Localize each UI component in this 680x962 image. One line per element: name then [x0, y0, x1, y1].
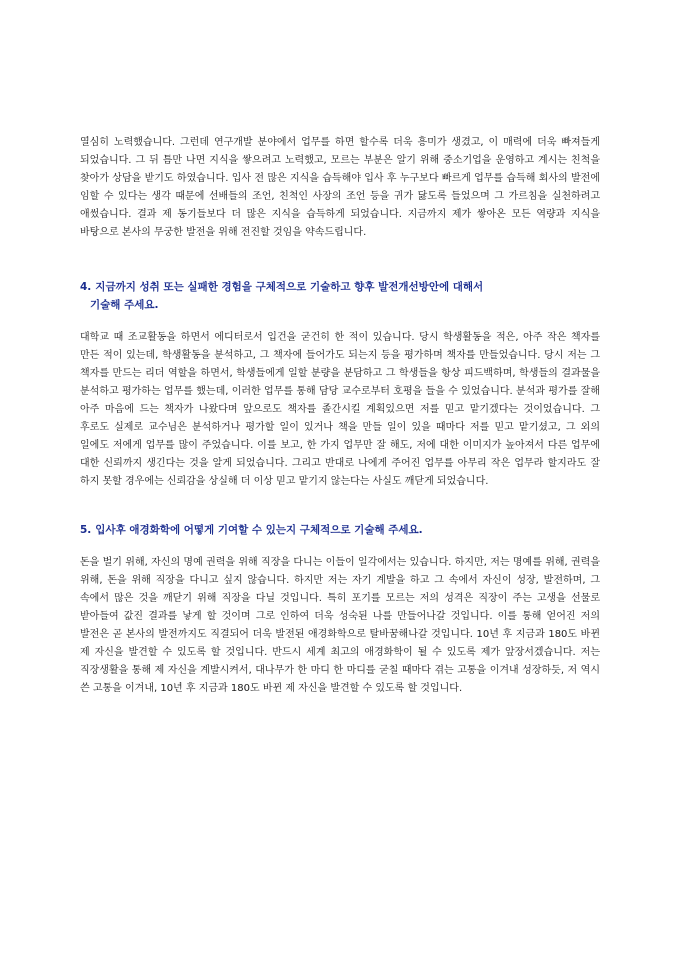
section-4-title-line1: 지금까지 성취 또는 실패한 경험을 구체적으로 기술하고 향후 발전개선방안에 대해서	[95, 281, 484, 293]
spacer	[80, 242, 600, 278]
document-page	[80, 134, 600, 698]
intro-paragraph: 열심히 노력했습니다. 그런데 연구개발 분야에서 업무를 하면 할수록 더욱 흥미가 생겼고, 이 매력에 더욱 빠져들게 되었습니다. 그 뒤 틈만 나면 지식을 쌓으려고 노력했고, 모르는 부분은 알기 위해 중소기업을 운영하고 계시는 친척을 찾아가 상담을 받기도 하였습니다. 입사 전 많은 지식을 습득해야 입사 후 누구보다 빠르게 업무를 습득해 회사의 발전에 임할 수 있다는 생각 때문에 선배들의 조언, 친척인 사장의 조언 등을 귀가 닳도록 들었으며 그 가르침을 실천하려고 애썼습니다. 결과 제 동기들보다 더 많은 지식을 습득하게 되었습니다. 지금까지 제가 쌓아온 모든 역량과 지식을 바탕으로 본사의 무궁한 발전을 위해 전진할 것임을 약속드립니다.	[80, 137, 600, 238]
spacer	[80, 491, 600, 521]
section-4-heading	[80, 278, 600, 314]
section-5-heading	[80, 521, 600, 539]
section-4-title-line2: 기술해 주세요.	[90, 299, 159, 311]
spacer	[80, 314, 600, 329]
section-4-number: 4.	[80, 281, 92, 293]
section-5-title: 입사후 애경화학에 어떻게 기여할 수 있는지 구체적으로 기술해 주세요.	[95, 524, 423, 536]
spacer	[80, 539, 600, 554]
section-5-number: 5.	[80, 524, 92, 536]
section-5-paragraph: 돈을 벌기 위해, 자신의 명예 권력을 위해 직장을 다니는 이들이 일각에서는 있습니다. 하지만, 저는 명예를 위해, 권력을 위해, 돈을 위해 직장을 다니고 싶지 않습니다. 하지만 저는 자기 계발을 하고 그 속에서 자신이 성장, 발전하며, 그 속에서 많은 것을 깨닫기 위해 직장을 다닐 것입니다. 특히 포기를 모르는 저의 성격은 직장이 주는 고생을 선물로 받아들여 값진 결과를 낳게 할 것이며 그로 인하여 더욱 성숙된 나를 만들어나갈 것입니다. 이를 통해 얻어진 저의 발전은 곧 본사의 발전까지도 직결되어 더욱 발전된 애경화학으로 탈바꿈해나갈 것입니다. 10년 후 지금과 180도 바뀐 제 자신을 발견할 수 있도록 할 것입니다. 반드시 세계 최고의 애경화학이 될 수 있도록 제가 앞장서겠습니다. 저는 직장생활을 통해 제 자신을 계발시켜서, 대나무가 한 마디 한 마디를 굳칠 때마다 겪는 고통을 이겨내 성장하듯, 저 역시 쓴 고통을 이겨내, 10년 후 지금과 180도 바뀐 제 자신을 발견할 수 있도록 할 것입니다.	[80, 557, 600, 694]
section-4-paragraph: 대학교 때 조교활동을 하면서 에디터로서 입건을 굳건히 한 적이 있습니다. 당시 학생활동을 적은, 아주 작은 책자를 만든 적이 있는데, 학생활동을 분석하고, 그 책자에 들어가도 되는지 등을 평가하며 책자를 만들었습니다. 당시 저는 그 책자를 만드는 리더 역할을 하면서, 학생들에게 일할 분량을 분담하고 그 학생들을 항상 피드백하며, 학생들의 결과물을 분석하고 평가하는 업무를 했는데, 이러한 업무를 통해 담당 교수로부터 호평을 들을 수 있었습니다. 분석과 평가를 잘해 아주 마음에 드는 책자가 나왔다며 앞으로도 책자를 졸간시킬 계획있으면 저를 믿고 맡기겠다는 것이었습니다. 그 후로도 실제로 교수님은 분석하거나 평가할 일이 있거나 책을 만들 일이 있을 때마다 저를 믿고 맡기셨고, 그 외의 일에도 저에게 업무를 많이 주었습니다. 이를 보고, 한 가지 업무만 잘 해도, 저에 대한 이미지가 높아져서 다른 업무에 대한 신뢰까지 생긴다는 것을 알게 되었습니다. 그리고 반대로 나에게 주어진 업무를 아무리 작은 업무라 할지라도 잘 하지 못할 경우에는 신뢰감을 상실해 더 이상 믿고 맡기지 않는다는 사실도 깨닫게 되었습니다.	[80, 332, 600, 487]
